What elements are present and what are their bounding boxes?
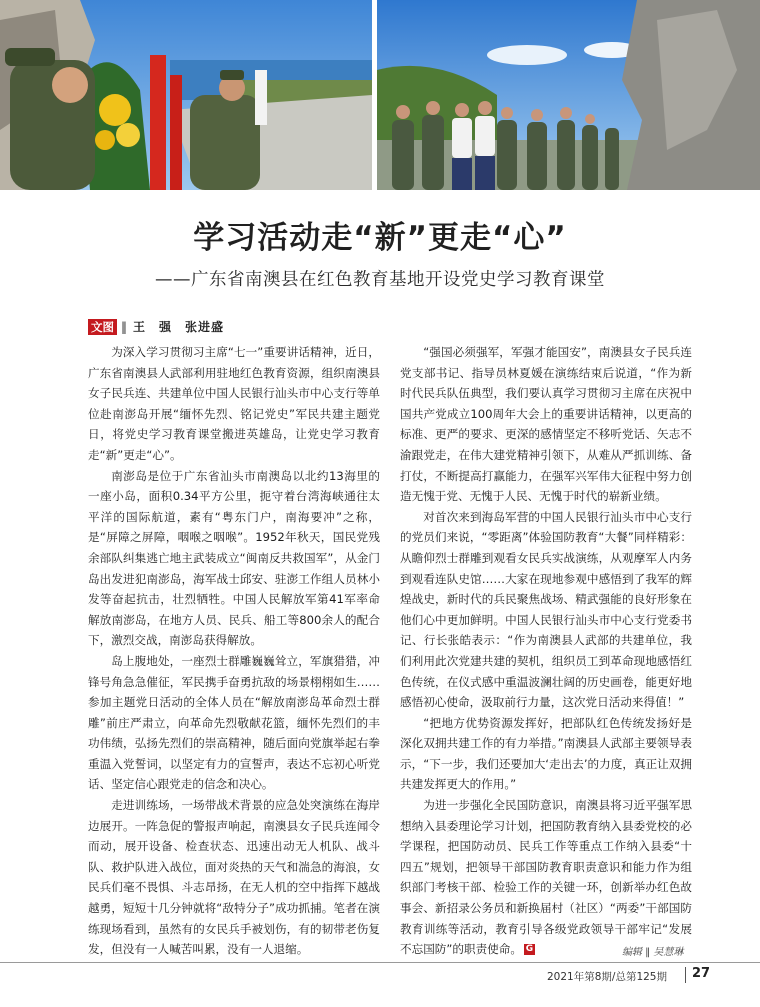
- article-column-left: [88, 342, 380, 960]
- article-column-right: [400, 342, 692, 960]
- paragraph-last: [400, 795, 692, 960]
- paragraph: 对首次来到海岛军营的中国人民银行汕头市中心支行的党员们来说，“零距离”体验国防教育“大餐”同样精彩：从瞻仰烈士群雕到观看女民兵实战演练，从观摩军人内务到观看连队史馆……大家在现地参观中感悟到了我军的辉煌战史，新时代的兵民聚焦战场、精武强能的良好形象在他们心中更加鲜明。中国人民银行汕头市中心支行党委书记、行长张皓表示：“作为南澳县人武部的共建单位，我们利用此次党建共建的契机，组织员工到革命现地感悟红色传统，在仪式感中重温波澜壮阔的历史画卷，能更好地感悟初心使命，汲取前行力量，这次党日活动来得值！”: [400, 509, 692, 710]
- article-subtitle: ——广东省南澳县在红色教育基地开设党史学习教育课堂: [155, 270, 605, 290]
- photo-wreath-ceremony: [0, 0, 372, 190]
- article-title: 学习活动走“新”更走“心”: [193, 220, 567, 256]
- byline: [88, 319, 224, 335]
- footer-divider: [0, 962, 760, 963]
- paragraph: “把地方优势资源发挥好，把部队红色传统发扬好是深化双拥共建工作的有力举措。”南澳县人武部主要领导表示，“下一步，我们还要加大‘走出去’的力度，真正让双拥共建发挥更大的作用。”: [400, 715, 692, 792]
- paragraph-last-text: 为进一步强化全民国防意识，南澳县将习近平强军思想纳入县委理论学习计划，把国防教育纳入县委党校的必学课程，把国防动员、民兵工作等重点工作纳入县委“十四五”规划，把领导干部国防教育职责意识和能力作为组织部门考核干部、检验工作的关键一环，创新举办红色故事会、新招录公务员和新换届村（社区）“两委”干部国防教育训练等活动，教育引导各级党政领导干部牢记“发展不忘国防”的职责使命。: [400, 798, 692, 957]
- byline-authors: 王 强 张进盛: [133, 320, 225, 334]
- paragraph: 为深入学习贯彻习主席“七一”重要讲话精神，近日，广东省南澳县人武部利用驻地红色教育资源，组织南澳县女子民兵连、共建单位中国人民银行汕头市中心支行等单位赴南澎岛开展“缅怀先烈、铭记党史”军民共建主题党日，将党史学习教育课堂搬进英雄岛，让党史学习教育走“新”更走“心”。: [88, 345, 380, 462]
- footer-issue: 2021年第8期/总第125期: [547, 971, 667, 983]
- footer-separator: [685, 967, 686, 983]
- byline-tag: 文图: [88, 319, 117, 335]
- page-number: 27: [692, 966, 711, 981]
- paragraph: “强国必须强军，军强才能国安”，南澳县女子民兵连党支部书记、指导员林夏媛在演练结束后说道，“作为新时代民兵队伍典型，我们要认真学习贯彻习主席在庆祝中国共产党成立100周年大会上的重要讲话精神，以更高的标准、更严的要求、更深的感情坚定不移听党话、矢志不渝跟党走，在伟大建党精神引领下，从难从严抓训练、备打仗，不断提高打赢能力，在强军兴军伟大征程中努力创造无愧于党、无愧于人民、无愧于时代的崭新业绩。: [400, 345, 692, 504]
- paragraph: 南澎岛是位于广东省汕头市南澳岛以北约13海里的一座小岛，面积0.34平方公里，扼守着台湾海峡通往太平洋的国际航道，素有“粤东门户，南海要冲”之称，是“屏障之屏障，咽喉之咽喉”。1952年秋天，国民党残余部队纠集逃亡地主武装成立“闽南反共救国军”，从金门岛出发进犯南澎岛，海军战士邱安、驻澎工作组人员林小发等奋起抗击，壮烈牺牲。中国人民解放军第41军率命解放南澎岛，在地方人员、民兵、船工等800余人的配合下，激烈交战，南澎岛获得解放。: [88, 468, 380, 648]
- paragraph: 走进训练场，一场带战术背景的应急处突演练在海岸边展开。一阵急促的警报声响起，南澳县女子民兵连闻令而动，展开设备、检查状态、迅速出动无人机队、战斗队、救护队进入战位，面对炎热的天气和湍急的海浪，女民兵们毫不畏惧、斗志昂扬，在无人机的空中指挥下越战越勇，短短十几分钟就将“敌特分子”成功抓捕。笔者在演练现场看到，虽然有的女民兵手被划伤，有的韧带老伤复发，但没有一人喊苦叫累，没有一人退缩。: [88, 798, 380, 957]
- photo-group-visit: [377, 0, 760, 190]
- editor-credit: 编辑 ‖ 吴慧琳: [622, 947, 684, 958]
- paragraph: 岛上腹地处，一座烈士群雕巍巍耸立，军旗猎猎，冲锋号角急急催征，军民携手奋勇抗敌的场景栩栩如生……参加主题党日活动的全体人员在“解放南澎岛革命烈士群雕”前庄严肃立，向革命先烈敬献花篮，缅怀先烈们的丰功伟绩，弘扬先烈们的崇高精神，随后面向党旗举起右拳重温入党誓词，以坚定有力的宣誓声，表达不忘初心听党话、坚定信心跟党走的信念和决心。: [88, 653, 380, 792]
- end-mark-icon: G: [525, 944, 534, 955]
- byline-separator: ‖: [121, 320, 127, 334]
